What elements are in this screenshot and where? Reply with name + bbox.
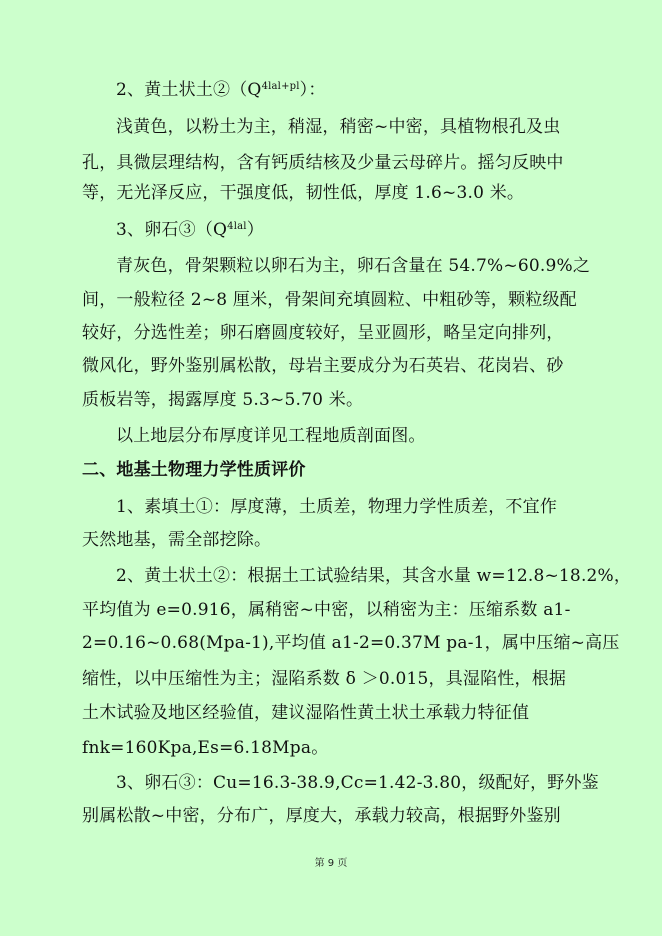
- section-heading-evaluation: 二、地基土物理力学性质评价: [82, 460, 306, 480]
- paragraph-line: 土木试验及地区经验值，建议湿陷性黄土状土承载力特征值: [82, 703, 530, 723]
- paragraph-line: 1、素填土①：厚度薄，土质差，物理力学性质差，不宜作: [116, 497, 558, 517]
- section-heading-loess: [116, 80, 326, 103]
- paragraph-line: fnk=160Kpa,Es=6.18Mpa。: [82, 738, 329, 758]
- paragraph-line: 2=0.16~0.68(Mpa-1),平均值 a1-2=0.37M pa-1，属中压缩~高压: [82, 633, 620, 653]
- paragraph-line: 青灰色，骨架颗粒以卵石为主，卵石含量在 54.7%~60.9%之: [116, 256, 591, 276]
- paragraph-line: 天然地基，需全部挖除。: [82, 530, 272, 550]
- section-heading-pebble: [116, 220, 264, 243]
- paragraph-line: 浅黄色，以粉土为主，稍湿，稍密~中密，具植物根孔及虫: [116, 117, 561, 137]
- paragraph-line: 较好，分选性差；卵石磨圆度较好，呈亚圆形，略呈定向排列，: [82, 323, 564, 343]
- geologic-age-superscript: 4lal+pl: [261, 81, 300, 92]
- paragraph-line: 2、黄土状土②：根据土工试验结果，其含水量 w=12.8~18.2%，: [116, 566, 632, 586]
- page-number: 第 9 页: [314, 858, 348, 869]
- geologic-age-superscript: 4lal: [227, 221, 247, 232]
- heading-text: 3、卵石③（Q: [116, 220, 228, 240]
- paragraph-line: 3、卵石③：Cu=16.3-38.9,Cc=1.42-3.80，级配好，野外鉴: [116, 773, 599, 793]
- heading-suffix: ）: [246, 220, 264, 240]
- paragraph-line: 间，一般粒径 2~8 厘米，骨架间充填圆粒、中粗砂等，颗粒级配: [82, 290, 577, 310]
- paragraph-line: 微风化，野外鉴别属松散，母岩主要成分为石英岩、花岗岩、砂: [82, 356, 564, 376]
- paragraph-line: 质板岩等，揭露厚度 5.3~5.70 米。: [82, 390, 364, 410]
- heading-suffix: ）：: [299, 80, 326, 100]
- paragraph-line: 缩性，以中压缩性为主；湿陷系数 δ ＞0.015，具湿陷性，根据: [82, 669, 567, 689]
- heading-text: 2、黄土状土②（Q: [116, 80, 262, 100]
- paragraph-line: 孔，具微层理结构，含有钙质结核及少量云母碎片。摇匀反映中: [82, 153, 564, 173]
- paragraph-line: 平均值为 e=0.916，属稍密~中密，以稍密为主：压缩系数 a1-: [82, 600, 571, 620]
- paragraph-line: 别属松散~中密，分布广，厚度大，承载力较高，根据野外鉴别: [82, 806, 561, 826]
- paragraph-line: 等，无光泽反应，干强度低，韧性低，厚度 1.6~3.0 米。: [82, 183, 525, 203]
- paragraph-line: 以上地层分布厚度详见工程地质剖面图。: [116, 426, 426, 446]
